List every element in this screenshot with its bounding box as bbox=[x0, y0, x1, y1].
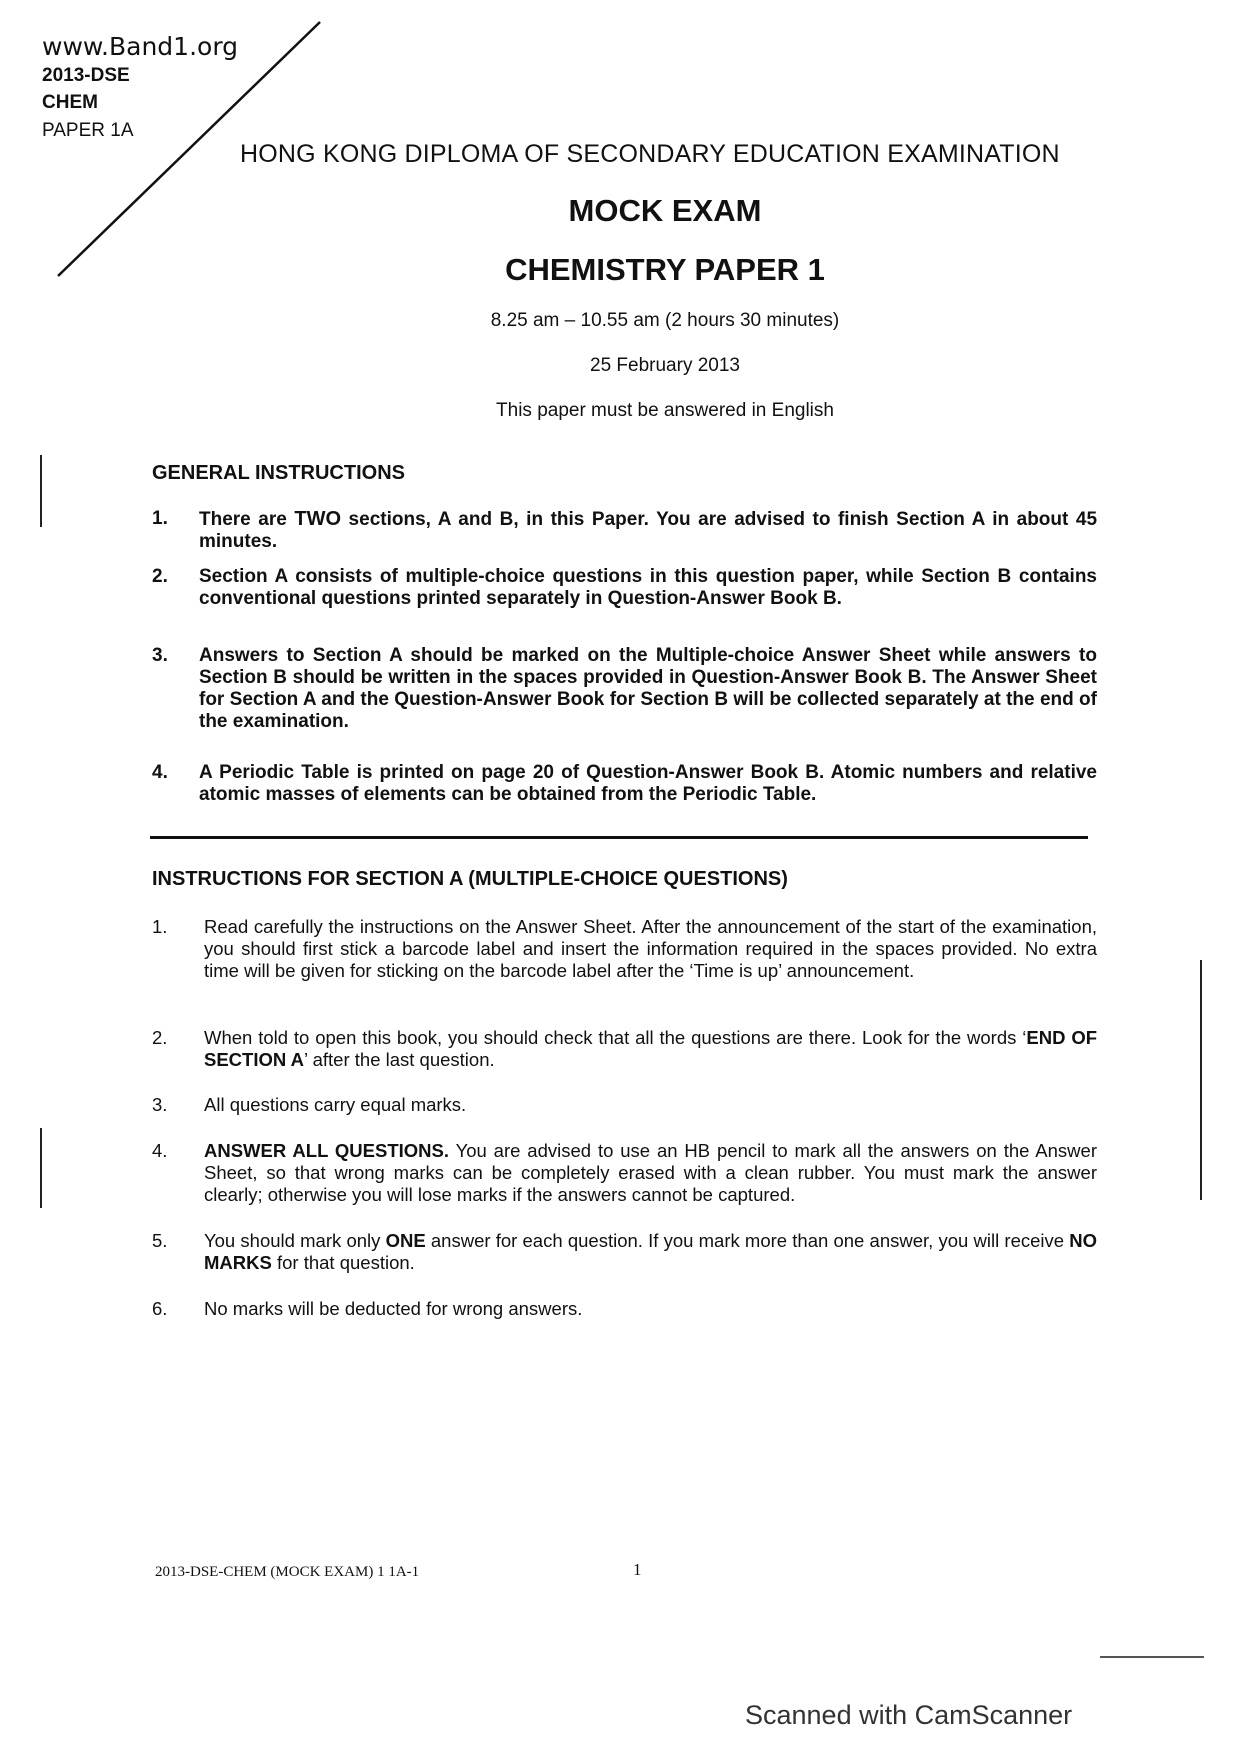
exam-year-label: 2013-DSE bbox=[42, 65, 130, 86]
item-text: Answers to Section A should be marked on the Multiple-choice Answer Sheet while answers to Section B should be written in the spaces provided in Question-Answer Book B. The Answer Sheet for Section A and the Question-Answer Book for Section B will be collected separately at the end of the examination. bbox=[199, 645, 1097, 732]
item-number: 1. bbox=[152, 916, 168, 937]
item-text: A Periodic Table is printed on page 20 of Question-Answer Book B. Atomic numbers and relative atomic masses of elements can be obtained from the Periodic Table. bbox=[199, 762, 1097, 805]
item-text: Section A consists of multiple-choice questions in this question paper, while Section B contains conventional questions printed separately in Question-Answer Book B. bbox=[199, 566, 1097, 609]
language-note: This paper must be answered in English bbox=[496, 400, 834, 421]
exam-title: HONG KONG DIPLOMA OF SECONDARY EDUCATION EXAMINATION bbox=[240, 140, 1060, 168]
exam-time: 8.25 am – 10.55 am (2 hours 30 minutes) bbox=[490, 310, 840, 331]
website-label: www.Band1.org bbox=[42, 32, 239, 61]
list-item bbox=[152, 1230, 1097, 1274]
list-item bbox=[152, 508, 1097, 553]
item-text: When told to open this book, you should check that all the questions are there. Look for the words ‘END OF SECTION A’ after the last question. bbox=[204, 1027, 1098, 1070]
item-number: 2. bbox=[152, 1027, 168, 1048]
item-text: There are TWO sections, A and B, in this Paper. You are advised to finish Section A in about 45 minutes. bbox=[199, 508, 1098, 552]
item-number: 3. bbox=[152, 1094, 168, 1115]
list-item bbox=[152, 1027, 1097, 1071]
item-number: 6. bbox=[152, 1298, 168, 1319]
section-divider bbox=[150, 836, 1088, 839]
footer-paper-code: 2013-DSE-CHEM (MOCK EXAM) 1 1A-1 bbox=[155, 1564, 420, 1580]
item-text: All questions carry equal marks. bbox=[204, 1094, 467, 1115]
item-text: Read carefully the instructions on the Answer Sheet. After the announcement of the start of the examination, you should first stick a barcode label and insert the information required in the spaces provided. No extra time will be given for sticking on the barcode label after the ‘Time is up’ announcement. bbox=[204, 916, 1097, 981]
list-item bbox=[152, 1140, 1097, 1206]
subject-label: CHEM bbox=[42, 92, 98, 113]
scan-artifact-line bbox=[1100, 1656, 1204, 1658]
general-instructions-heading: GENERAL INSTRUCTIONS bbox=[152, 462, 405, 484]
section-a-heading: INSTRUCTIONS FOR SECTION A (MULTIPLE-CHOICE QUESTIONS) bbox=[152, 868, 788, 890]
scanner-watermark: Scanned with CamScanner bbox=[745, 1700, 1073, 1730]
list-item bbox=[152, 1094, 1097, 1116]
item-number: 4. bbox=[152, 1140, 168, 1161]
item-number: 3. bbox=[152, 645, 168, 666]
item-text: No marks will be deducted for wrong answers. bbox=[204, 1298, 583, 1319]
paper-code-label: PAPER 1A bbox=[42, 120, 134, 141]
exam-date: 25 February 2013 bbox=[590, 355, 740, 376]
page-number: 1 bbox=[633, 1560, 642, 1579]
scan-artifact-line bbox=[40, 455, 42, 527]
item-number: 5. bbox=[152, 1230, 168, 1251]
list-item bbox=[152, 916, 1097, 982]
list-item bbox=[152, 1298, 1097, 1320]
item-number: 2. bbox=[152, 566, 168, 587]
scan-artifact-line bbox=[1200, 960, 1202, 1200]
item-number: 1. bbox=[152, 508, 168, 529]
mock-exam-heading: MOCK EXAM bbox=[568, 193, 762, 228]
item-text: You should mark only ONE answer for each question. If you mark more than one answer, you will receive NO MARKS for that question. bbox=[204, 1230, 1098, 1273]
list-item bbox=[152, 762, 1097, 806]
item-number: 4. bbox=[152, 762, 168, 783]
list-item bbox=[152, 645, 1097, 733]
item-text: ANSWER ALL QUESTIONS. You are advised to use an HB pencil to mark all the answers on the Answer Sheet, so that wrong marks can be completely erased with a clean rubber. You must mark the answer clearly; otherwise you will lose marks if the answers cannot be captured. bbox=[204, 1140, 1097, 1205]
list-item bbox=[152, 566, 1097, 610]
scan-artifact-line bbox=[40, 1128, 42, 1208]
paper-heading: CHEMISTRY PAPER 1 bbox=[505, 252, 825, 287]
